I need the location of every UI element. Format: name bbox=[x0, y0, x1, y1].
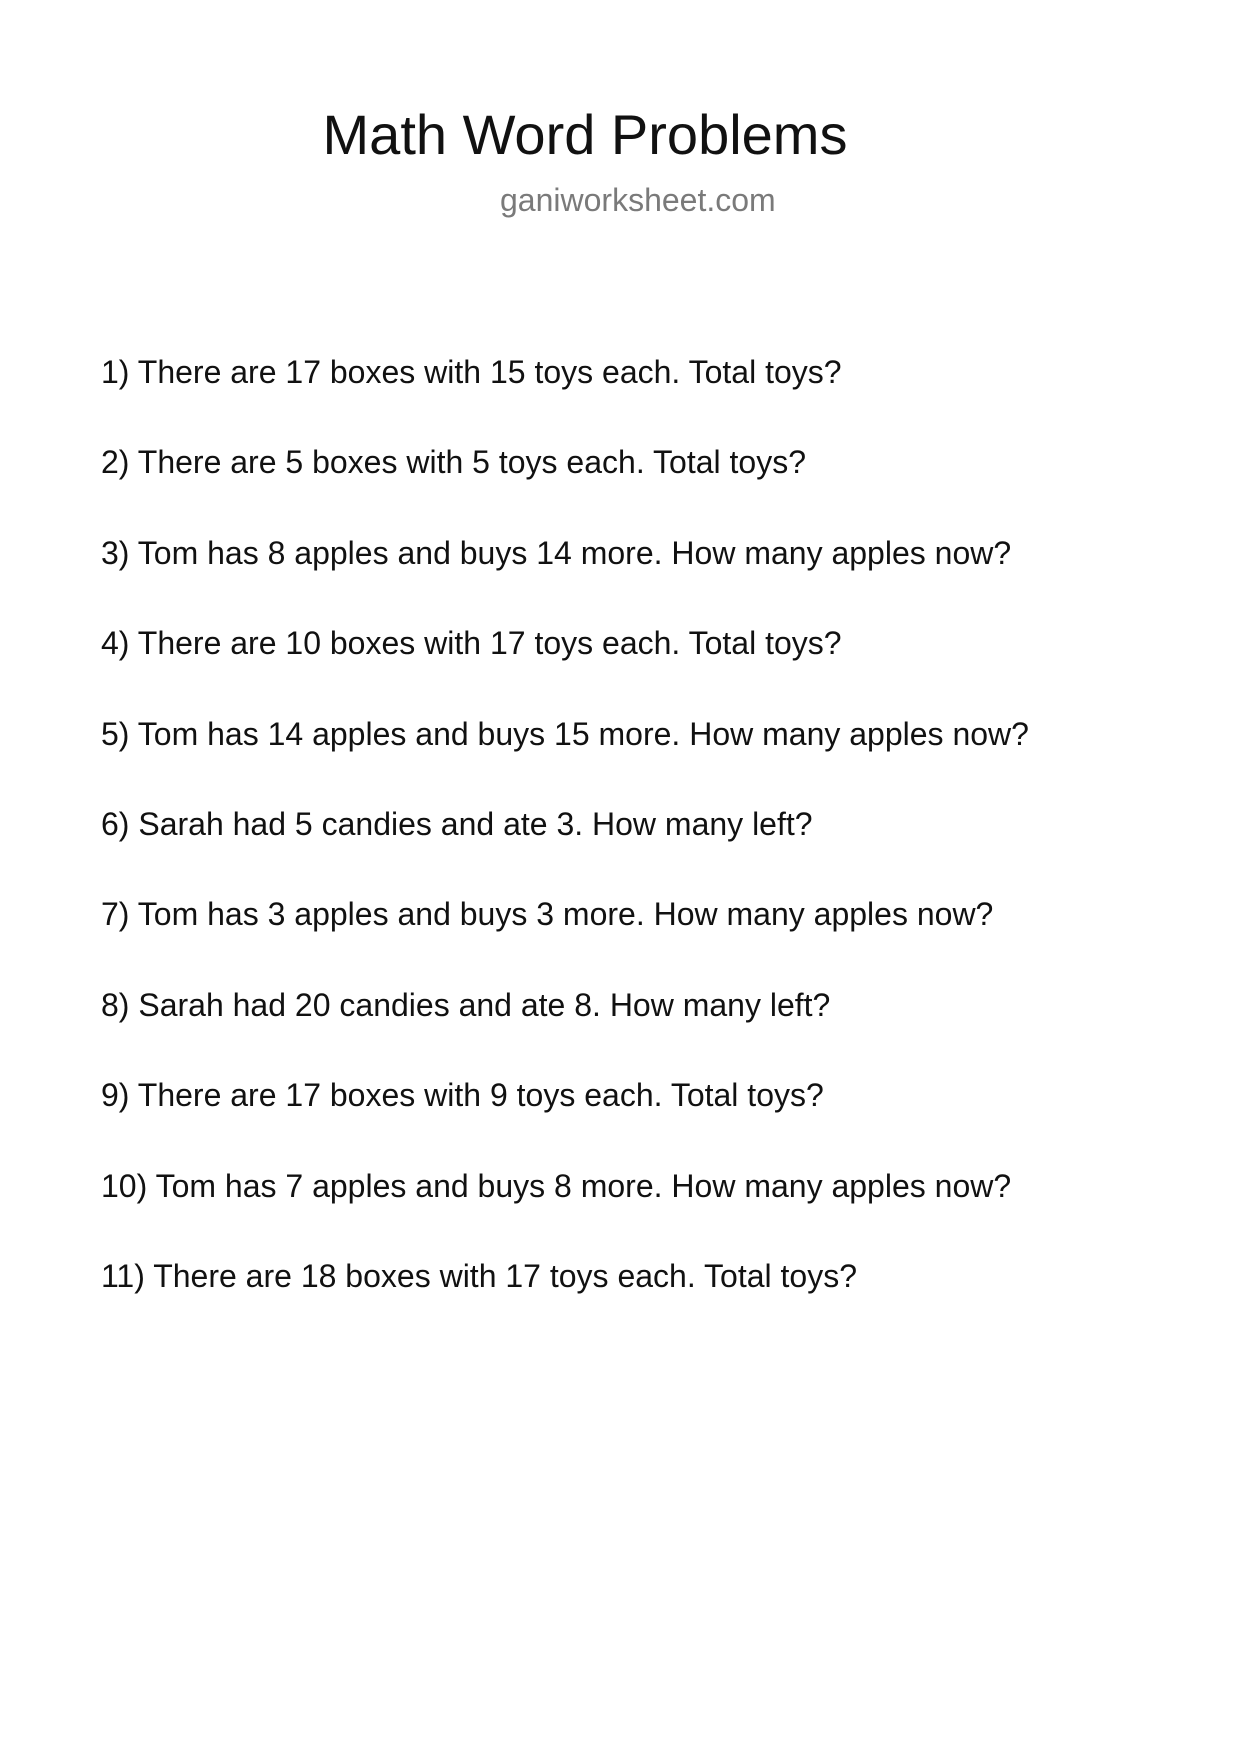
problem-item: 9) There are 17 boxes with 9 toys each. Total toys? bbox=[101, 1077, 824, 1114]
problem-item: 4) There are 10 boxes with 17 toys each. Total toys? bbox=[101, 625, 842, 662]
problem-list bbox=[101, 350, 1181, 1344]
problem-item: 1) There are 17 boxes with 15 toys each. Total toys? bbox=[101, 354, 842, 390]
problem-item: 8) Sarah had 20 candies and ate 8. How many left? bbox=[101, 986, 831, 1023]
problem-item: 10) Tom has 7 apples and buys 8 more. How many apples now? bbox=[101, 1167, 1012, 1204]
problem-item: 6) Sarah had 5 candies and ate 3. How many left? bbox=[101, 805, 813, 842]
problem-item: 2) There are 5 boxes with 5 toys each. Total toys? bbox=[101, 444, 806, 481]
problem-item: 5) Tom has 14 apples and buys 15 more. How many apples now? bbox=[101, 715, 1029, 752]
page-title: Math Word Problems bbox=[322, 103, 848, 166]
problem-item: 11) There are 18 boxes with 17 toys each. Total toys? bbox=[101, 1257, 857, 1294]
problem-item: 7) Tom has 3 apples and buys 3 more. How many apples now? bbox=[101, 896, 994, 933]
source-website: ganiworksheet.com bbox=[500, 182, 776, 218]
problem-item: 3) Tom has 8 apples and buys 14 more. How many apples now? bbox=[101, 534, 1012, 571]
